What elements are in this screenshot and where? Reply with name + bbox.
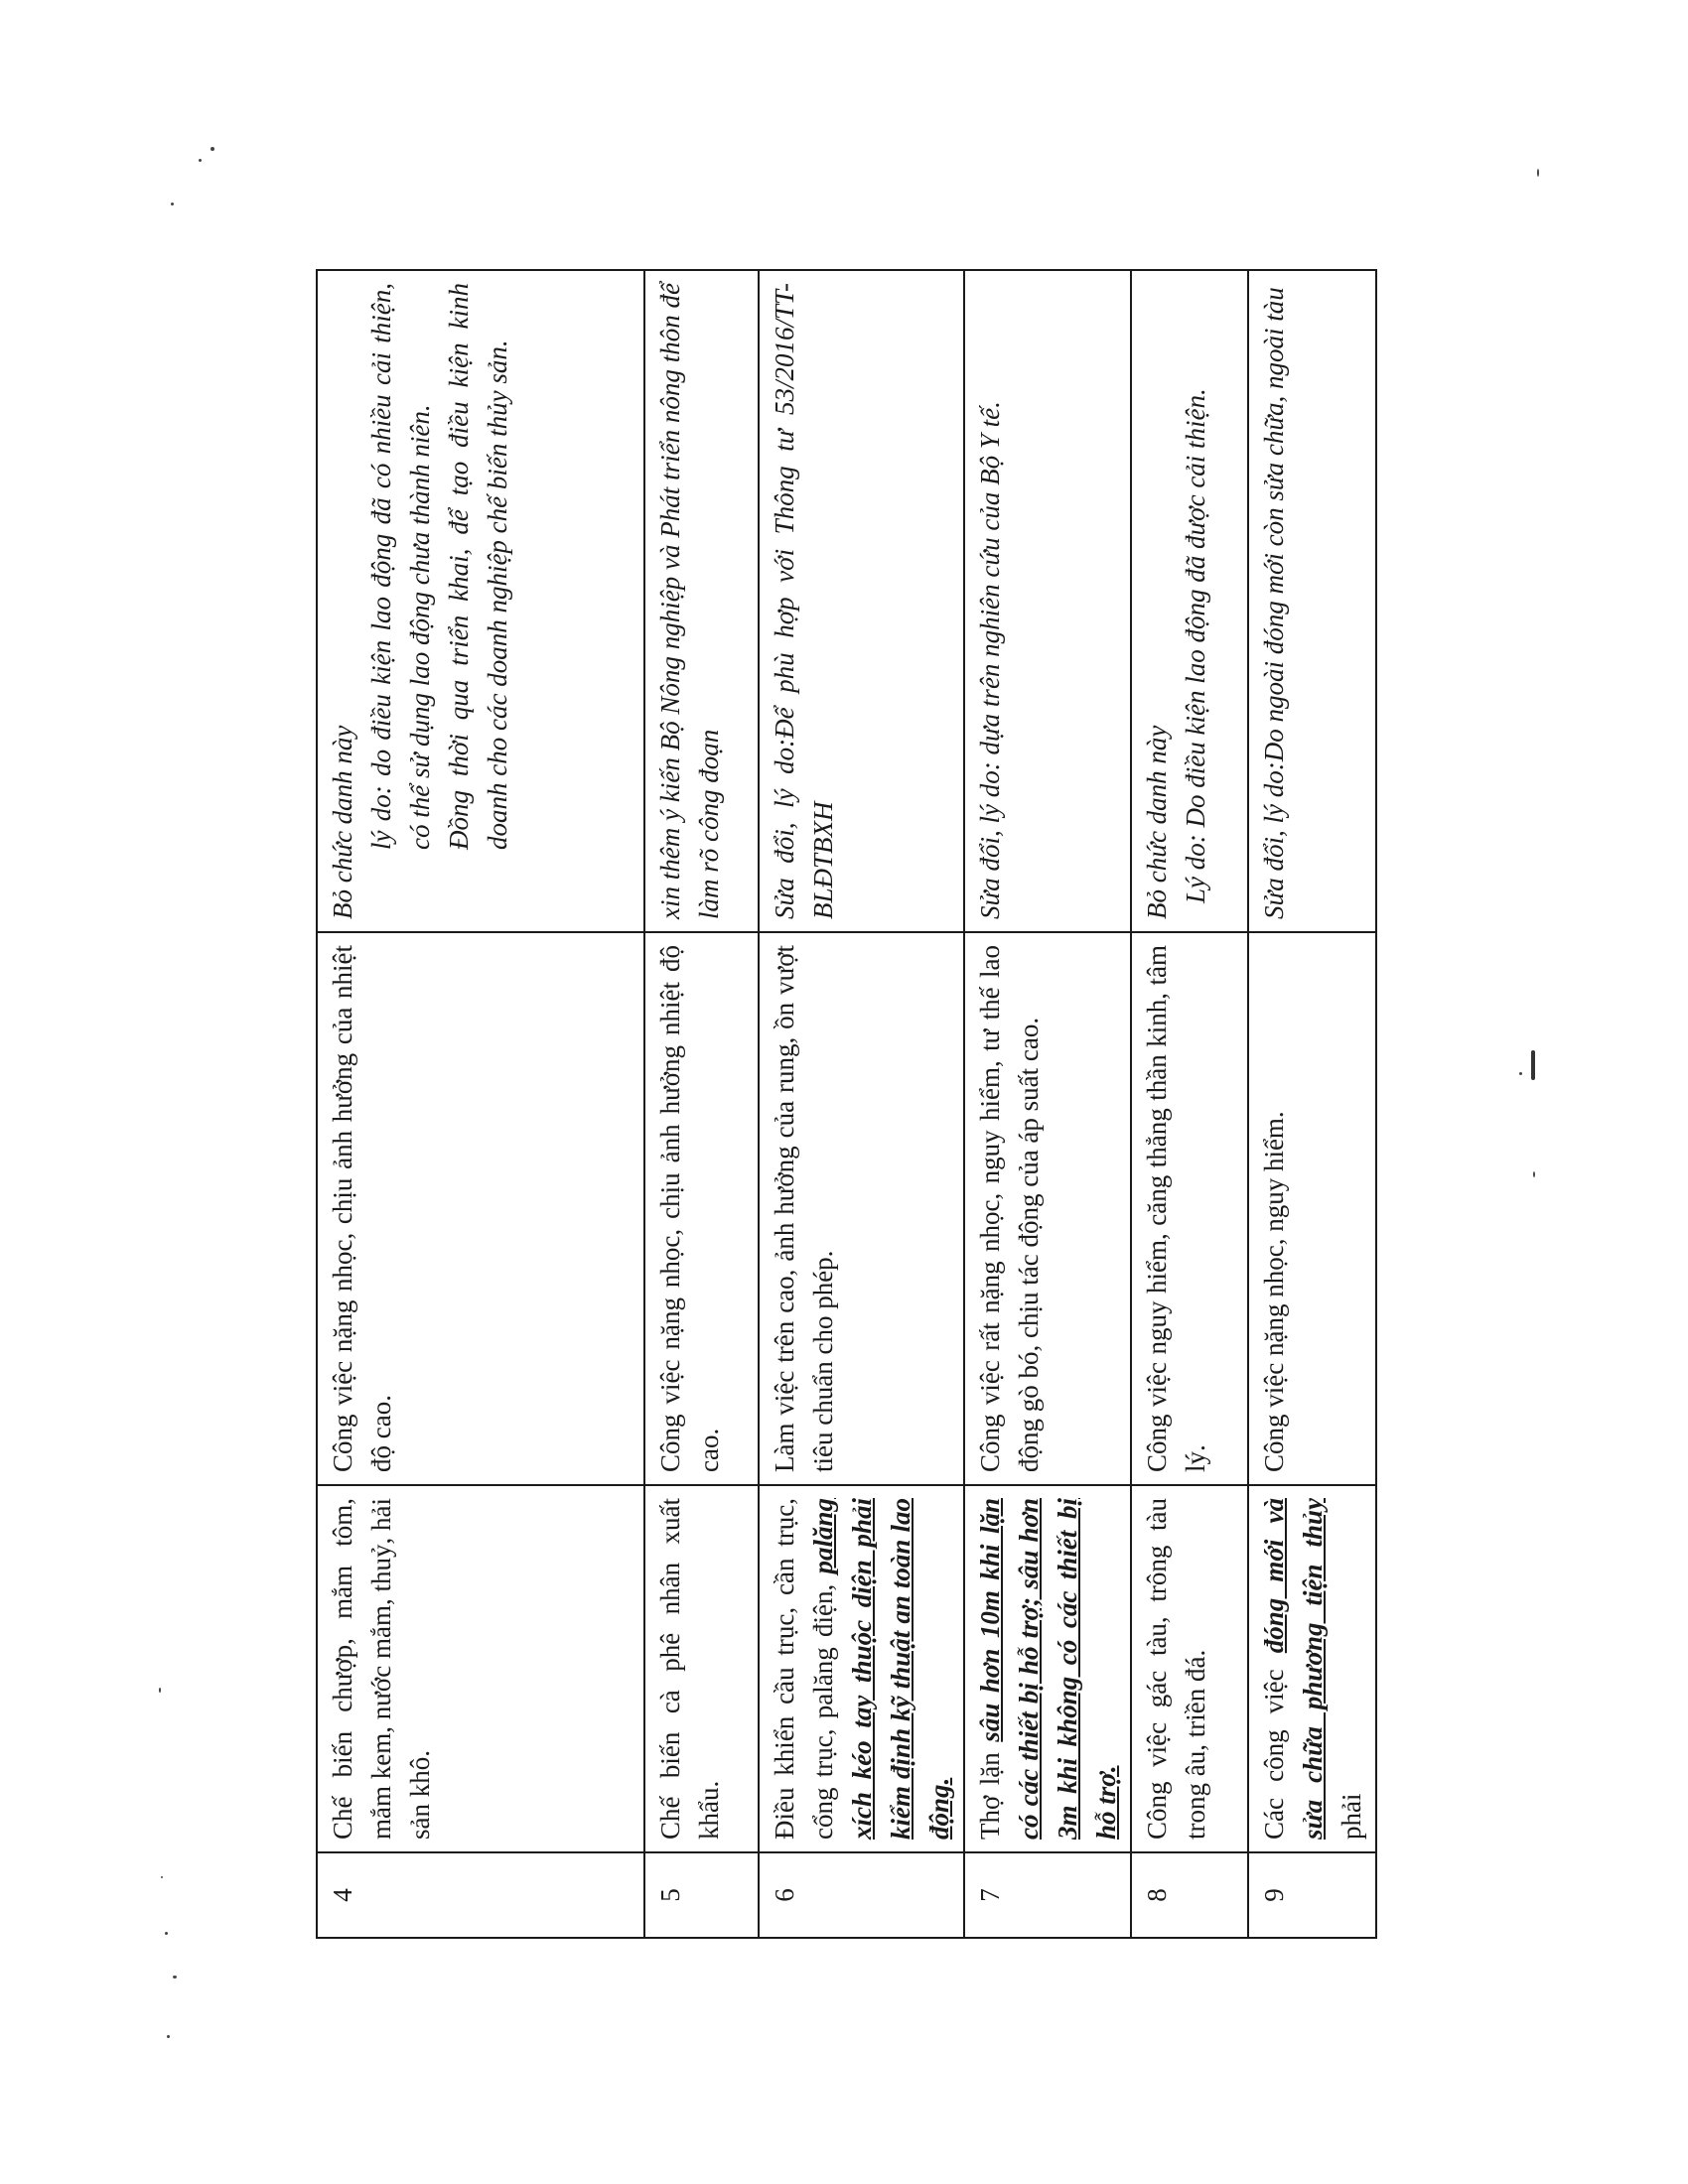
job-title: Thợ lặn sâu hơn 10m khi lặn có các thiết bị hỗ trợ; sâu hơn 3m khi không có các thiết bị hỗ trợ. — [964, 1485, 1131, 1852]
revision-note: Sửa đổi, lý do:Do ngoài đóng mới còn sửa chữa, ngoài tàu — [1248, 270, 1376, 932]
job-title: Công việc gác tàu, trông tàu trong âu, triền đá. — [1131, 1485, 1248, 1852]
job-title: Chế biến chượp, mắm tôm, mắm kem, nước mắm, thuỷ, hải sản khô. — [317, 1485, 644, 1852]
row-number: 8 — [1131, 1852, 1248, 1938]
working-conditions: Công việc nặng nhọc, chịu ảnh hưởng nhiệt độ cao. — [644, 932, 759, 1485]
table-row — [964, 270, 1131, 1938]
row-number: 6 — [759, 1852, 964, 1938]
row-number: 5 — [644, 1852, 759, 1938]
working-conditions: Làm việc trên cao, ảnh hưởng của rung, ồn vượt tiêu chuẩn cho phép. — [759, 932, 964, 1485]
table-row — [317, 270, 644, 1938]
job-title: Điều khiển cầu trục, cần trục, cổng trục, palăng điện, palăng xích kéo tay thuộc diện phải kiểm định kỹ thuật an toàn lao động. — [759, 1485, 964, 1852]
working-conditions: Công việc nặng nhọc, nguy hiểm. — [1248, 932, 1376, 1485]
job-title: Các công việc đóng mới và sửa chữa phương tiện thủy phải — [1248, 1485, 1376, 1852]
table-row — [644, 270, 759, 1938]
revision-note: xin thêm ý kiến Bộ Nông nghiệp và Phát triển nông thôn để làm rõ công đoạn — [644, 270, 759, 932]
table-row — [1248, 270, 1376, 1938]
revision-note: Bỏ chức danh này lý do: do điều kiện lao động đã có nhiều cải thiện, có thể sử dụng lao động chưa thành niên. Đồng thời qua triển khai, để tạo điều kiện kinh doanh cho các doanh nghiệp chế biến thủy sản. — [317, 270, 644, 932]
job-table — [316, 269, 1377, 1939]
revision-note: Sửa đổi, lý do:Để phù hợp với Thông tư 53/2016/TT-BLĐTBXH — [759, 270, 964, 932]
table-row — [759, 270, 964, 1938]
job-title: Chế biến cà phê nhân xuất khẩu. — [644, 1485, 759, 1852]
row-number: 9 — [1248, 1852, 1376, 1938]
rotated-table-sheet — [316, 271, 1366, 1939]
working-conditions: Công việc nguy hiểm, căng thẳng thần kinh, tâm lý. — [1131, 932, 1248, 1485]
row-number: 4 — [317, 1852, 644, 1938]
row-number: 7 — [964, 1852, 1131, 1938]
revision-note: Bỏ chức danh này Lý do: Do điều kiện lao động đã được cải thiện. — [1131, 270, 1248, 932]
working-conditions: Công việc rất nặng nhọc, nguy hiểm, tư thế lao động gò bó, chịu tác động của áp suất cao. — [964, 932, 1131, 1485]
revision-note: Sửa đổi, lý do: dựa trên nghiên cứu của Bộ Y tế. — [964, 270, 1131, 932]
table-row — [1131, 270, 1248, 1938]
working-conditions: Công việc nặng nhọc, chịu ảnh hưởng của nhiệt độ cao. — [317, 932, 644, 1485]
